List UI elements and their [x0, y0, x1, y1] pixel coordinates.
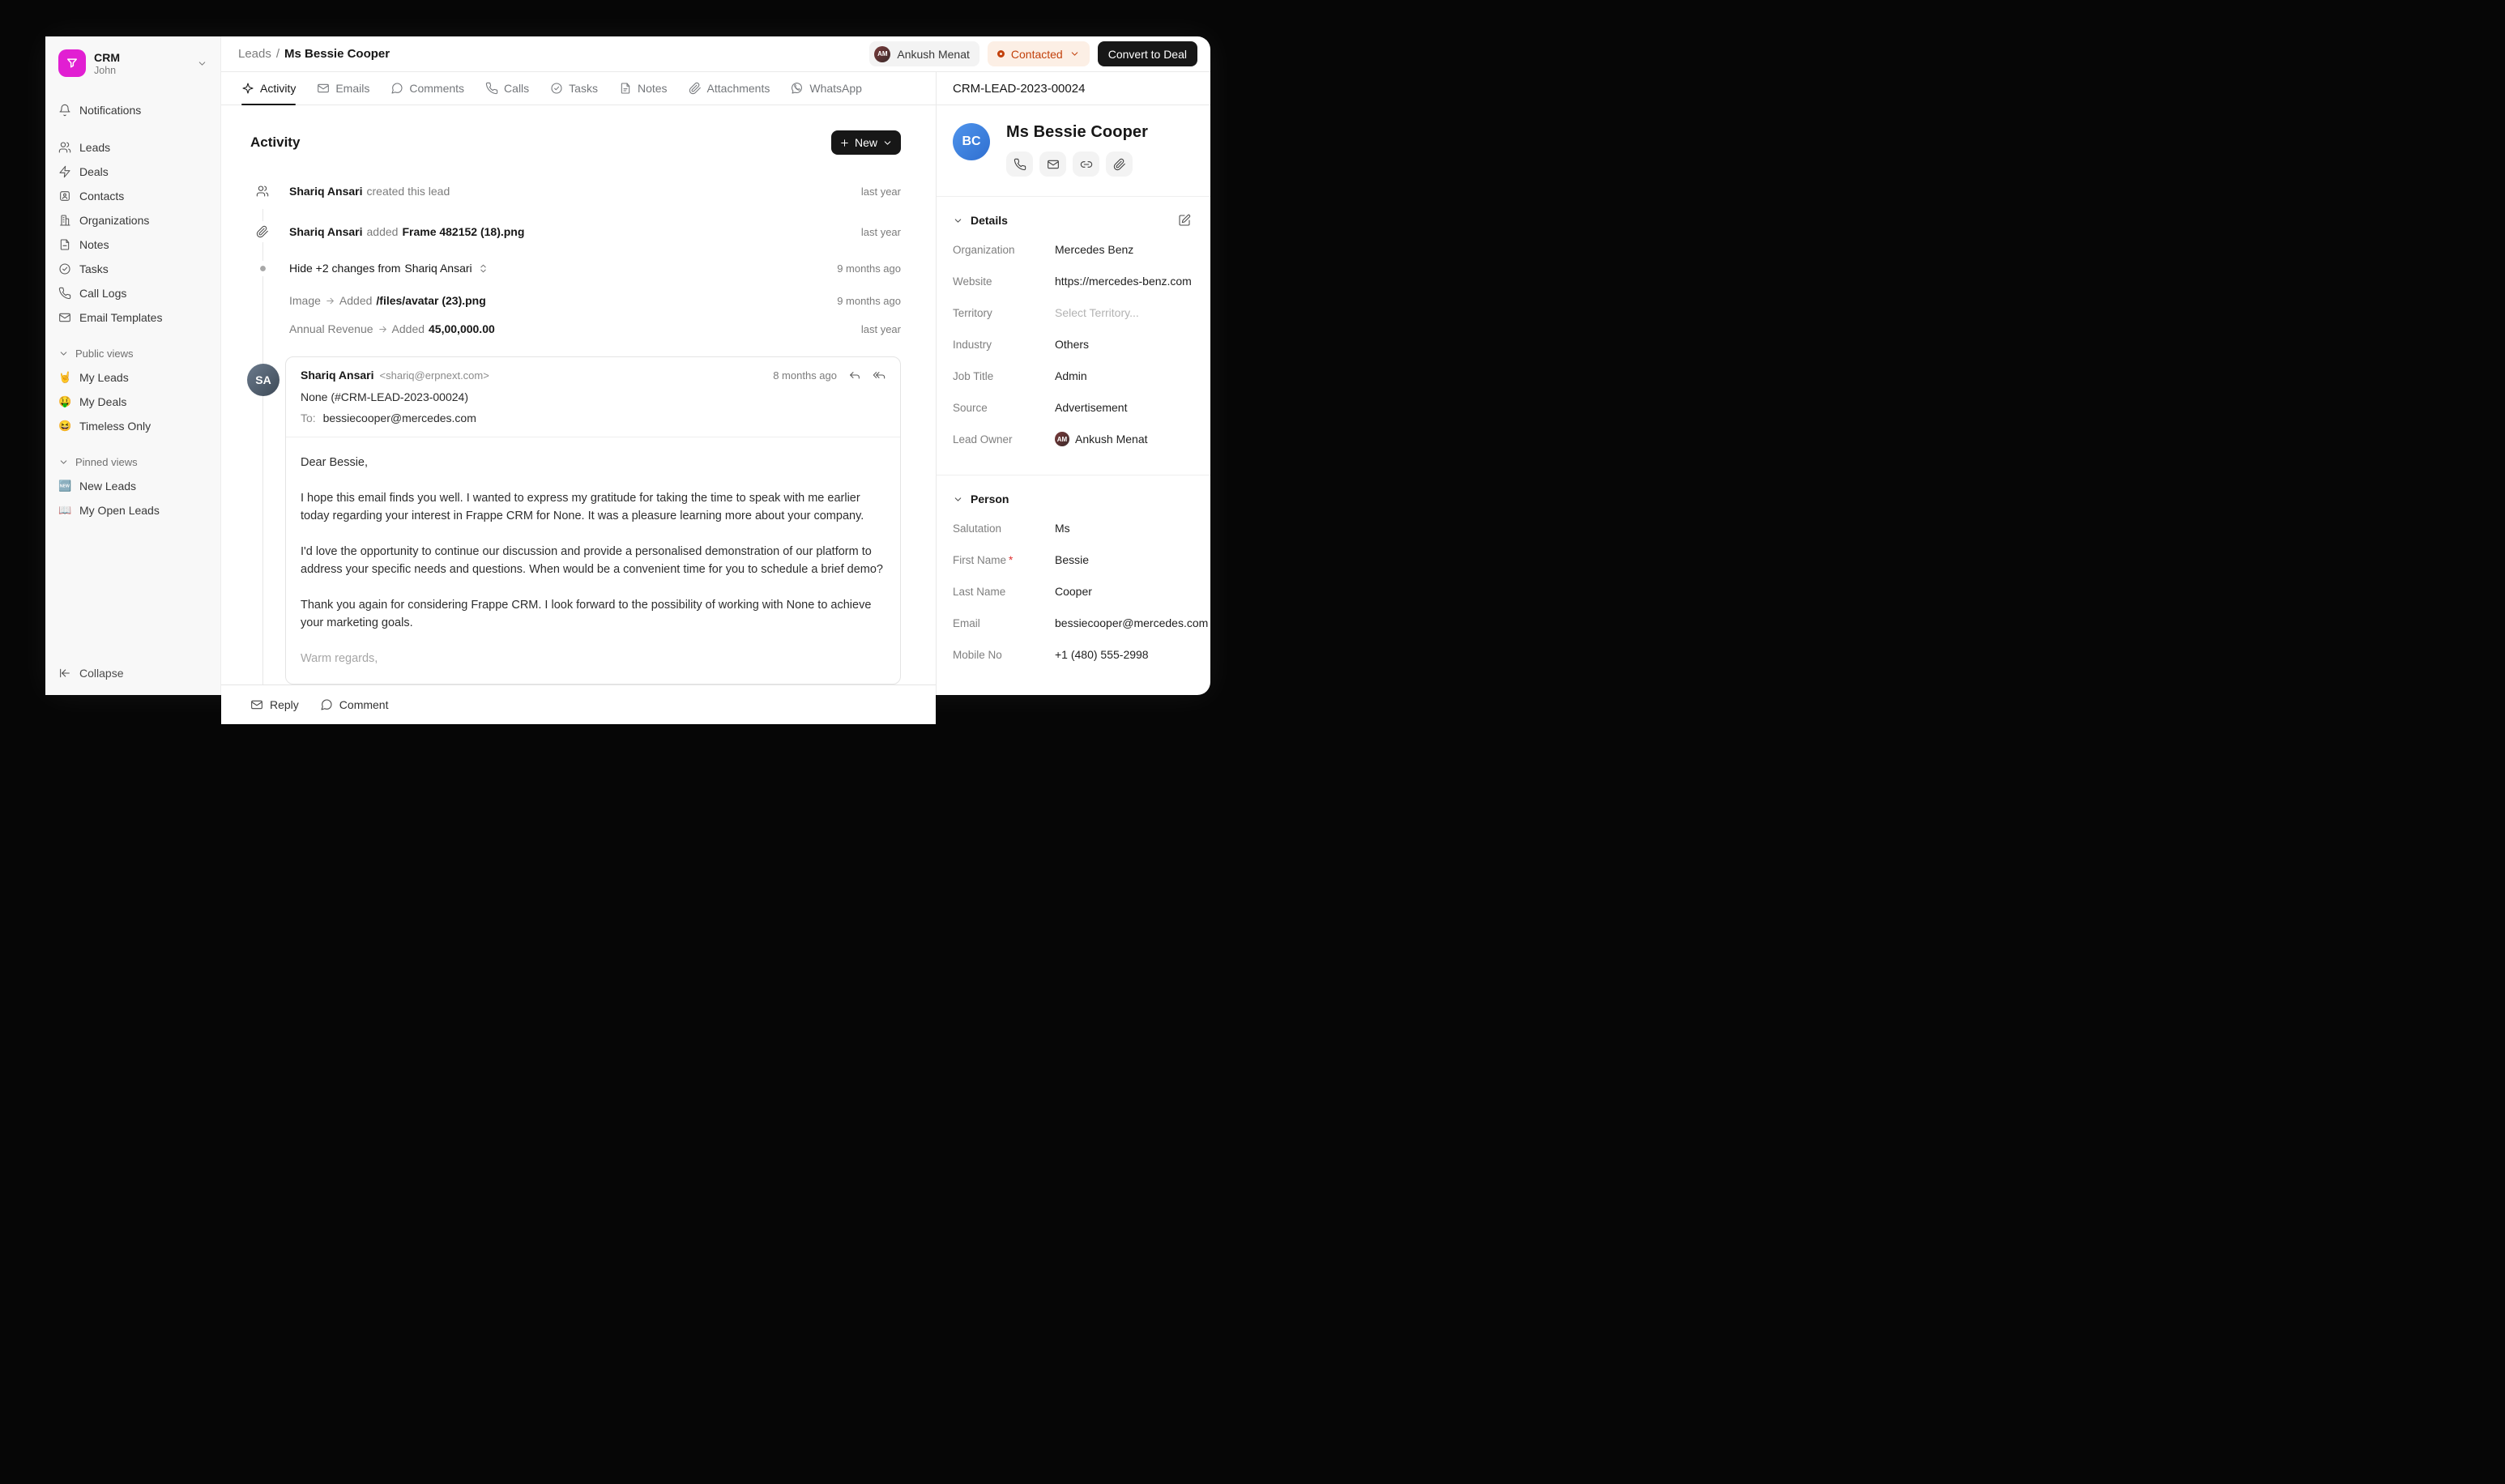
breadcrumb-parent[interactable]: Leads	[238, 47, 271, 61]
tab-calls[interactable]	[485, 72, 529, 104]
field-email[interactable]: Email bessiecooper@mercedes.com	[953, 616, 1209, 629]
reply-all-icon[interactable]	[873, 369, 885, 382]
new-activity-button[interactable]: New	[831, 130, 901, 155]
mail-icon	[317, 82, 330, 95]
chevron-down-icon	[197, 58, 207, 69]
chevrons-up-down-icon	[478, 263, 489, 274]
event-timestamp: 9 months ago	[837, 262, 901, 275]
lead-doc-id: CRM-LEAD-2023-00024	[937, 72, 1210, 105]
users-icon	[58, 141, 71, 154]
sidebar-item-label: Contacts	[79, 190, 125, 203]
sidebar-item-label: Email Templates	[79, 311, 163, 324]
breadcrumb-current: Ms Bessie Cooper	[284, 47, 390, 61]
activity-event-created: Shariq Ansari created this lead last year	[250, 181, 901, 202]
email-body: Dear Bessie, I hope this email finds you well. I wanted to express my gratitude for taking the time to speak with me earlier today regarding your interest in Frappe CRM for None. It was a pleasure learning more about your company. I'd love the opportunity to continue our discussion and provide a personalised demonstration of our platform to address your specific needs and questions. When would be a convenient time for you to schedule a brief demo? Thank you again for considering Frappe CRM. I look forward to the possibility of working with None to achieve your marketing goals. Warm regards,	[301, 456, 883, 665]
avatar: SA	[247, 364, 280, 396]
section-title: Pinned views	[75, 455, 138, 468]
event-timestamp: last year	[860, 322, 901, 335]
tab-bar	[221, 72, 936, 105]
field-mobile-no[interactable]: Mobile No +1 (480) 555-2998	[953, 648, 1149, 661]
sidebar-item-my-open-leads[interactable]	[52, 498, 214, 522]
timeline-connector	[262, 209, 263, 684]
building-icon	[58, 214, 71, 227]
section-public-views[interactable]	[52, 341, 214, 365]
workspace-app-name: CRM	[94, 50, 121, 64]
field-salutation[interactable]: Salutation Ms	[953, 522, 1070, 535]
sidebar-nav	[52, 98, 214, 522]
tab-label: Notes	[637, 82, 668, 95]
tab-notes[interactable]	[619, 72, 668, 104]
person-section	[937, 475, 1210, 690]
activity-change-annual-revenue: Annual Revenue Added 45,00,000.00 last year	[289, 322, 901, 335]
event-timestamp: 9 months ago	[837, 294, 901, 307]
sidebar-item-label: New Leads	[79, 480, 137, 493]
lead-status-dropdown[interactable]	[988, 41, 1090, 66]
sidebar-item-label: My Leads	[79, 371, 129, 384]
attach-button[interactable]	[1106, 151, 1133, 177]
sidebar	[45, 36, 221, 695]
avatar: AM	[874, 46, 890, 62]
sidebar-item-notes[interactable]	[52, 232, 214, 257]
section-title: Public views	[75, 347, 134, 360]
details-section	[937, 197, 1210, 475]
status-label: Contacted	[1010, 47, 1063, 61]
tab-whatsapp[interactable]	[791, 72, 862, 104]
to-label: To:	[301, 412, 316, 424]
message-bubble-icon	[320, 698, 333, 711]
sidebar-item-email-templates[interactable]	[52, 305, 214, 330]
sidebar-item-label: Tasks	[79, 262, 109, 275]
contact-card-icon	[58, 190, 71, 203]
edit-details-button[interactable]	[1175, 211, 1194, 230]
note-icon	[58, 238, 71, 251]
sidebar-item-label: Timeless Only	[79, 420, 151, 433]
mail-icon	[58, 311, 71, 324]
check-circle-icon	[58, 262, 71, 275]
main-column	[221, 72, 936, 711]
open-book-emoji-icon: 📖	[58, 504, 72, 516]
activity-event-changes-toggle[interactable]: Hide +2 changes from Shariq Ansari 9 months ago	[250, 262, 901, 275]
tab-label: WhatsApp	[809, 82, 862, 95]
sidebar-item-new-leads[interactable]	[52, 474, 214, 498]
link-button[interactable]	[1073, 151, 1099, 177]
sidebar-item-label: Organizations	[79, 214, 150, 227]
dot-icon	[260, 266, 266, 271]
tab-emails[interactable]	[317, 72, 369, 104]
sidebar-item-my-deals[interactable]	[52, 390, 214, 414]
plus-icon	[839, 138, 850, 148]
phone-icon	[485, 82, 498, 95]
tab-label: Activity	[260, 82, 297, 95]
tab-comments[interactable]	[390, 72, 464, 104]
file-text-icon	[619, 82, 632, 95]
workspace-user-name: John	[94, 64, 117, 76]
collapse-sidebar-button[interactable]	[52, 661, 214, 685]
sidebar-item-tasks[interactable]	[52, 257, 214, 281]
lead-details-panel	[936, 72, 1210, 695]
section-pinned-views[interactable]	[52, 450, 214, 474]
tab-attachments[interactable]	[689, 72, 770, 104]
sidebar-item-deals[interactable]	[52, 160, 214, 184]
activity-feed[interactable]	[221, 105, 936, 684]
sidebar-item-call-logs[interactable]	[52, 281, 214, 305]
event-timestamp: last year	[860, 185, 901, 198]
field-organization[interactable]: Organization Mercedes Benz	[953, 243, 1134, 256]
composer-bar	[221, 684, 936, 724]
activity-heading: Activity	[250, 134, 301, 150]
breadcrumb-separator: /	[275, 47, 280, 61]
field-last-name[interactable]: Last Name Cooper	[953, 585, 1092, 598]
message-bubble-icon	[390, 82, 403, 95]
sparkle-icon	[241, 82, 254, 95]
email-sender-name: Shariq Ansari	[301, 369, 374, 382]
sidebar-item-my-leads[interactable]	[52, 365, 214, 390]
chevron-down-icon	[58, 457, 69, 467]
tab-activity[interactable]	[241, 72, 296, 104]
section-title: Details	[971, 214, 1008, 227]
activity-event-attachment: Shariq Ansari added Frame 482152 (18).png last year	[250, 221, 901, 242]
email-recipient: bessiecooper@mercedes.com	[322, 412, 476, 424]
field-source[interactable]: Source Advertisement	[953, 401, 1128, 414]
tab-label: Calls	[504, 82, 530, 95]
tab-label: Attachments	[706, 82, 770, 95]
activity-change-image: Image Added /files/avatar (23).png 9 months ago	[289, 294, 901, 307]
sidebar-item-label: Deals	[79, 165, 109, 178]
check-circle-icon	[550, 82, 563, 95]
workspace-switcher[interactable]	[52, 49, 214, 77]
sidebar-item-label: Notes	[79, 238, 109, 251]
laughing-emoji-icon: 😆	[58, 420, 72, 432]
sidebar-item-notifications[interactable]	[52, 98, 214, 122]
crm-logo-icon	[58, 49, 86, 77]
field-job-title[interactable]: Job Title Admin	[953, 369, 1087, 382]
sidebar-item-contacts[interactable]	[52, 184, 214, 208]
collapse-label: Collapse	[79, 667, 124, 680]
email-card[interactable]	[255, 356, 901, 684]
lead-header	[937, 105, 1210, 197]
field-first-name[interactable]: First Name * Bessie	[953, 553, 1090, 566]
users-icon	[252, 181, 273, 202]
tab-label: Tasks	[569, 82, 598, 95]
call-button[interactable]	[1006, 151, 1033, 177]
section-title: Person	[971, 493, 1009, 505]
comment-button[interactable]: Comment	[320, 698, 389, 711]
required-asterisk: *	[1009, 553, 1014, 566]
assignee-name: Ankush Menat	[897, 47, 970, 61]
reply-icon[interactable]	[848, 369, 861, 382]
email-sender-address: <shariq@erpnext.com>	[379, 369, 489, 382]
reply-button[interactable]: Reply	[250, 698, 299, 711]
sidebar-item-leads[interactable]	[52, 135, 214, 160]
arrow-right-icon	[378, 324, 388, 335]
mail-icon	[250, 698, 263, 711]
chevron-down-icon	[882, 138, 893, 148]
chevron-down-icon	[1069, 49, 1080, 59]
lead-avatar[interactable]: BC	[953, 123, 990, 160]
field-industry[interactable]: Industry Others	[953, 338, 1090, 351]
new-emoji-icon: 🆕	[58, 480, 72, 492]
chevron-down-icon[interactable]	[953, 494, 963, 505]
collapse-arrow-icon	[58, 667, 71, 680]
sidebar-item-label: Leads	[79, 141, 111, 154]
assignee-pill[interactable]	[869, 41, 979, 66]
email-button[interactable]	[1039, 151, 1066, 177]
sidebar-item-label: Notifications	[79, 104, 142, 117]
chevron-down-icon	[58, 348, 69, 359]
bell-icon	[58, 104, 71, 117]
field-lead-owner[interactable]: Lead Owner AM Ankush Menat	[953, 433, 1148, 446]
event-timestamp: last year	[860, 225, 901, 238]
sidebar-item-label: My Open Leads	[79, 504, 160, 517]
top-bar	[221, 36, 1210, 72]
zap-icon	[58, 165, 71, 178]
chevron-down-icon[interactable]	[953, 215, 963, 226]
tab-label: Emails	[335, 82, 370, 95]
sidebar-item-timeless-only[interactable]	[52, 414, 214, 438]
whatsapp-icon	[791, 82, 804, 95]
sidebar-item-label: Call Logs	[79, 287, 127, 300]
convert-to-deal-button[interactable]: Convert to Deal	[1098, 41, 1197, 66]
breadcrumb	[238, 47, 390, 61]
avatar: AM	[1055, 432, 1069, 446]
paperclip-icon	[252, 221, 273, 242]
paperclip-icon	[689, 82, 702, 95]
tab-tasks[interactable]	[550, 72, 598, 104]
field-territory[interactable]: Territory Select Territory...	[953, 306, 1139, 319]
arrow-right-icon	[325, 296, 335, 306]
tab-label: Comments	[409, 82, 465, 95]
field-website[interactable]: Website https://mercedes-benz.com	[953, 275, 1192, 288]
sidebar-item-label: My Deals	[79, 395, 127, 408]
lead-name: Ms Bessie Cooper	[1006, 123, 1148, 141]
email-timestamp: 8 months ago	[773, 369, 837, 382]
horns-emoji-icon: 🤘	[58, 371, 72, 383]
email-subject: None (#CRM-LEAD-2023-00024)	[301, 390, 468, 403]
money-face-emoji-icon: 🤑	[58, 395, 72, 407]
sidebar-item-organizations[interactable]	[52, 208, 214, 232]
phone-icon	[58, 287, 71, 300]
app-window	[45, 36, 1210, 711]
status-ring-icon	[997, 50, 1005, 58]
